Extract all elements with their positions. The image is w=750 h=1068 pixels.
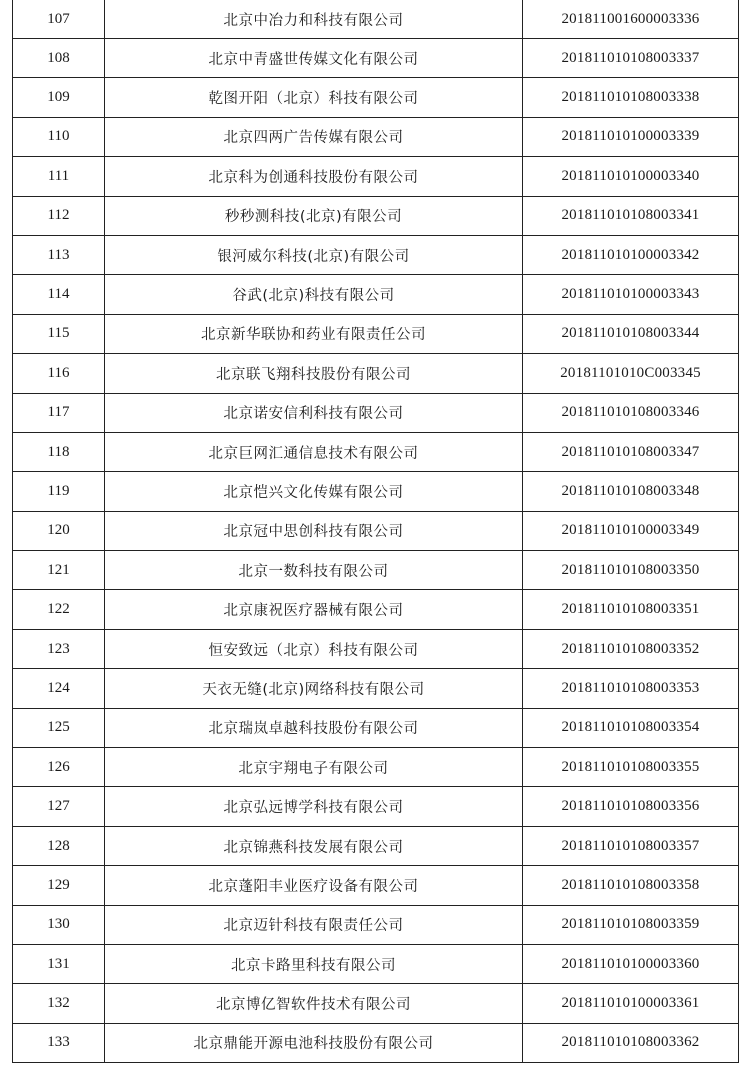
table-row — [13, 905, 739, 944]
company-name: 北京锦燕科技发展有限公司 — [105, 826, 523, 865]
row-number: 123 — [13, 629, 105, 668]
company-name: 北京鼎能开源电池科技股份有限公司 — [105, 1023, 523, 1062]
registration-code: 201811001600003336 — [523, 0, 739, 39]
company-table-body — [13, 0, 739, 1063]
company-name: 北京中青盛世传媒文化有限公司 — [105, 39, 523, 78]
company-name: 乾图开阳（北京）科技有限公司 — [105, 78, 523, 117]
registration-code: 201811010108003362 — [523, 1023, 739, 1062]
registration-code: 20181101010C003345 — [523, 354, 739, 393]
row-number: 119 — [13, 472, 105, 511]
registration-code: 201811010100003343 — [523, 275, 739, 314]
table-row — [13, 196, 739, 235]
table-row — [13, 984, 739, 1023]
row-number: 109 — [13, 78, 105, 117]
row-number: 113 — [13, 235, 105, 274]
table-row — [13, 235, 739, 274]
row-number: 117 — [13, 393, 105, 432]
company-name: 北京恺兴文化传媒有限公司 — [105, 472, 523, 511]
registration-code: 201811010108003348 — [523, 472, 739, 511]
row-number: 121 — [13, 551, 105, 590]
row-number: 111 — [13, 157, 105, 196]
row-number: 120 — [13, 511, 105, 550]
table-row — [13, 39, 739, 78]
company-name: 北京联飞翔科技股份有限公司 — [105, 354, 523, 393]
row-number: 131 — [13, 944, 105, 983]
company-name: 北京卡路里科技有限公司 — [105, 944, 523, 983]
company-name: 北京新华联协和药业有限责任公司 — [105, 314, 523, 353]
table-row — [13, 708, 739, 747]
registration-code: 201811010108003359 — [523, 905, 739, 944]
table-row — [13, 472, 739, 511]
company-name: 北京博亿智软件技术有限公司 — [105, 984, 523, 1023]
company-name: 北京迈针科技有限责任公司 — [105, 905, 523, 944]
registration-code: 201811010108003352 — [523, 629, 739, 668]
row-number: 110 — [13, 117, 105, 156]
table-row — [13, 117, 739, 156]
registration-code: 201811010100003361 — [523, 984, 739, 1023]
row-number: 125 — [13, 708, 105, 747]
table-row — [13, 432, 739, 471]
table-row — [13, 669, 739, 708]
table-row — [13, 0, 739, 39]
table-row — [13, 157, 739, 196]
table-row — [13, 393, 739, 432]
company-name: 北京一数科技有限公司 — [105, 551, 523, 590]
registration-code: 201811010108003358 — [523, 866, 739, 905]
registration-code: 201811010108003344 — [523, 314, 739, 353]
table-row — [13, 314, 739, 353]
registration-code: 201811010108003357 — [523, 826, 739, 865]
table-row — [13, 787, 739, 826]
registration-code: 201811010108003350 — [523, 551, 739, 590]
company-name: 北京瑞岚卓越科技股份有限公司 — [105, 708, 523, 747]
registration-code: 201811010100003360 — [523, 944, 739, 983]
table-row — [13, 511, 739, 550]
company-name: 谷武(北京)科技有限公司 — [105, 275, 523, 314]
table-row — [13, 1023, 739, 1062]
table-row — [13, 826, 739, 865]
table-row — [13, 629, 739, 668]
row-number: 118 — [13, 432, 105, 471]
company-name: 北京宇翔电子有限公司 — [105, 748, 523, 787]
row-number: 128 — [13, 826, 105, 865]
table-row — [13, 354, 739, 393]
table-row — [13, 944, 739, 983]
registration-code: 201811010100003349 — [523, 511, 739, 550]
company-name: 北京康祝医疗器械有限公司 — [105, 590, 523, 629]
row-number: 116 — [13, 354, 105, 393]
company-name: 北京中冶力和科技有限公司 — [105, 0, 523, 39]
registration-code: 201811010100003342 — [523, 235, 739, 274]
row-number: 122 — [13, 590, 105, 629]
row-number: 115 — [13, 314, 105, 353]
document-page — [12, 0, 738, 1063]
row-number: 108 — [13, 39, 105, 78]
row-number: 129 — [13, 866, 105, 905]
table-row — [13, 78, 739, 117]
company-table — [12, 0, 739, 1063]
registration-code: 201811010108003346 — [523, 393, 739, 432]
row-number: 124 — [13, 669, 105, 708]
company-name: 北京四两广告传媒有限公司 — [105, 117, 523, 156]
company-name: 北京弘远博学科技有限公司 — [105, 787, 523, 826]
table-row — [13, 590, 739, 629]
registration-code: 201811010108003337 — [523, 39, 739, 78]
company-name: 恒安致远（北京）科技有限公司 — [105, 629, 523, 668]
row-number: 112 — [13, 196, 105, 235]
company-name: 北京科为创通科技股份有限公司 — [105, 157, 523, 196]
registration-code: 201811010100003340 — [523, 157, 739, 196]
table-row — [13, 551, 739, 590]
table-row — [13, 866, 739, 905]
registration-code: 201811010108003351 — [523, 590, 739, 629]
company-name: 银河威尔科技(北京)有限公司 — [105, 235, 523, 274]
registration-code: 201811010108003347 — [523, 432, 739, 471]
company-name: 北京诺安信利科技有限公司 — [105, 393, 523, 432]
row-number: 107 — [13, 0, 105, 39]
company-name: 北京冠中思创科技有限公司 — [105, 511, 523, 550]
table-row — [13, 275, 739, 314]
registration-code: 201811010108003355 — [523, 748, 739, 787]
registration-code: 201811010100003339 — [523, 117, 739, 156]
row-number: 133 — [13, 1023, 105, 1062]
registration-code: 201811010108003338 — [523, 78, 739, 117]
registration-code: 201811010108003341 — [523, 196, 739, 235]
row-number: 127 — [13, 787, 105, 826]
row-number: 126 — [13, 748, 105, 787]
company-name: 北京巨网汇通信息技术有限公司 — [105, 432, 523, 471]
row-number: 132 — [13, 984, 105, 1023]
company-name: 天衣无缝(北京)网络科技有限公司 — [105, 669, 523, 708]
registration-code: 201811010108003354 — [523, 708, 739, 747]
row-number: 130 — [13, 905, 105, 944]
registration-code: 201811010108003353 — [523, 669, 739, 708]
company-name: 秒秒测科技(北京)有限公司 — [105, 196, 523, 235]
row-number: 114 — [13, 275, 105, 314]
company-name: 北京蓬阳丰业医疗设备有限公司 — [105, 866, 523, 905]
registration-code: 201811010108003356 — [523, 787, 739, 826]
table-row — [13, 748, 739, 787]
